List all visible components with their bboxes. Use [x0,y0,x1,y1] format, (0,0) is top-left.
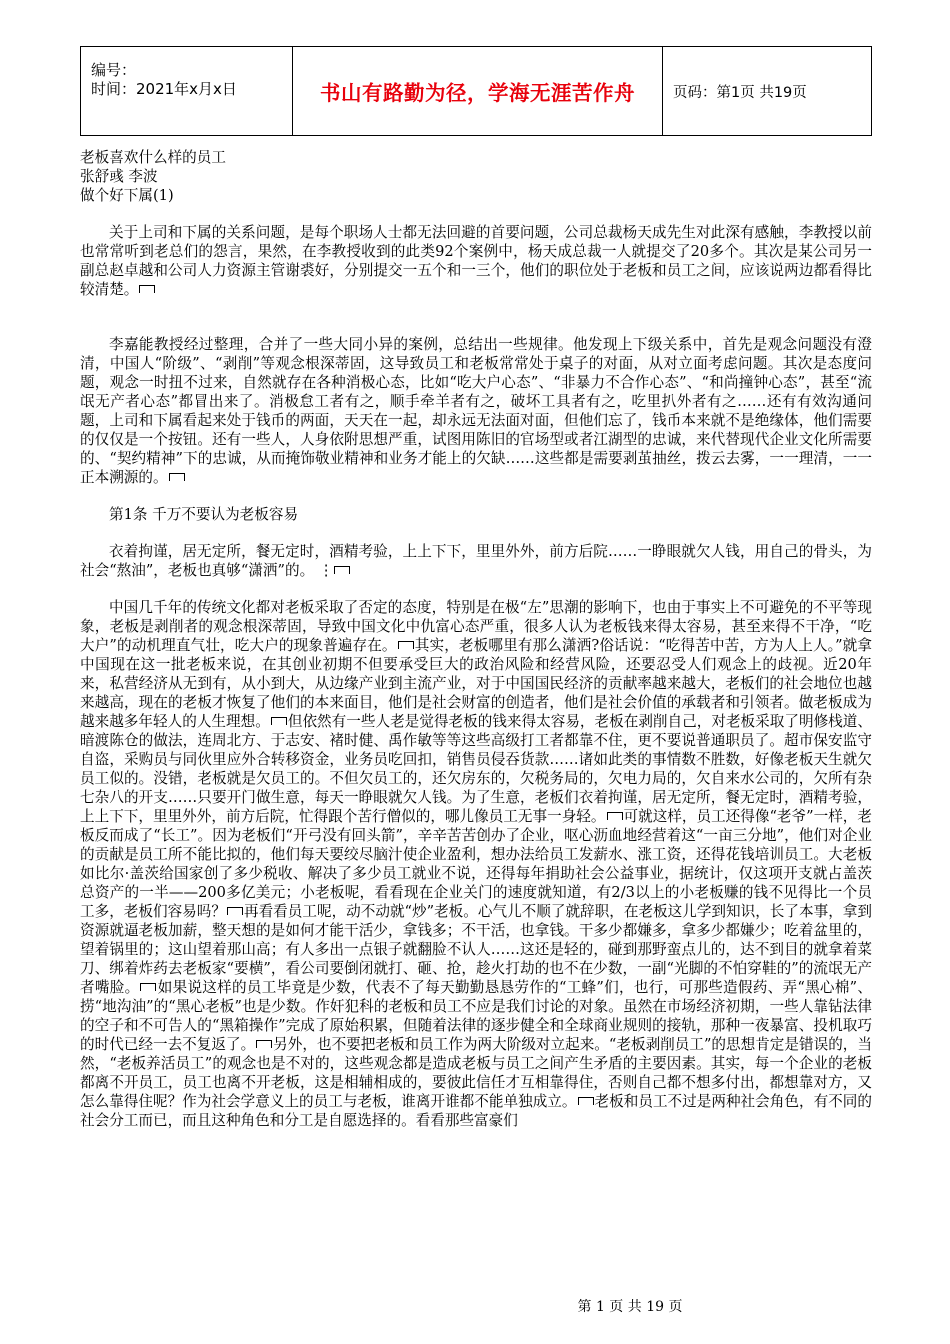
section-heading: 第1条 千万不要认为老板容易 [109,506,299,523]
paragraph-text: 衣着拘谨，居无定所，餐无定时，酒精考验，上上下下，里里外外，前方后院……一睁眼就欠人钱，用自己的骨头，为社会“熬油”，老板也真够“潇洒”的。 [80,543,872,579]
paragraph-text: 其实，老板哪里有那么潇洒?俗话说：“吃得苦中苦，方为人上人。”就拿中国现在这一批老板来说，在其创业初期不但要承受巨大的政治风险和经营风险，还要忍受人们观念上的歧视。近20年来，私营经济从无到有，从小到大，从边缘产业到主流产业，对于中国国民经济的贡献率越来越大，老板们的社会地位也越来越高，现在的老板才恢复了他们的本来面目，他们是社会财富的创造者，他们是社会价值的承载者和引领者。做老板成为越来越多年轻人的人生理想。 [80,637,872,730]
footer-page-number: 第 1 页 共 19 页 [577,1299,683,1315]
return-mark-icon [607,812,623,820]
document-body [80,148,872,1130]
paragraph-text: 再看看员工呢，动不动就“炒”老板。心气儿不顺了就辞职，在老板这儿学到知识，长了本事，拿到资源就逼老板加薪，整天想的是如何才能干活少，拿钱多；不干活，也拿钱。干多少都嫌多，拿多少都嫌少；吃着盆里的，望着锅里的；这山望着那山高；有人多出一点银子就翻脸不认人……这还是轻的，碰到那野蛮点儿的，达不到目的就拿着菜刀、绑着炸药去老板家“要横”，看公司要倒闭就打、砸、抢，趁火打劫的也不在少数，一副“光脚的不怕穿鞋的”的流氓无产者嘴脸。 [80,903,872,996]
paragraph-text: 李嘉能教授经过整理，合并了一些大同小异的案例，总结出一些规律。他发现上下级关系中，首先是观念问题没有澄清，中国人“阶级”、“剥削”等观念根深蒂固，这导致员工和老板常常处于桌子的对面，从对立面考虑问题。其次是态度问题，观念一时扭不过来，自然就存在各种消极心态，比如“吃大户心态”、“非暴力不合作心态”、“和尚撞钟心态”，甚至“流氓无产者心态”都冒出来了。消极怠工者有之，顺手牵羊者有之，破坏工具者有之，吃里扒外者有之……还有有效沟通问题，上司和下属看起来处于钱币的两面，天天在一起，却永远无法面对面，但他们忘了，钱币本来就不是绝缘体，他们需要的仅仅是一个按钮。还有一些人，人身依附思想严重，试图用陈旧的官场型或者江湖型的忠诚，来代替现代企业文化所需要的、“契约精神”下的忠诚，从而掩饰敬业精神和业务才能上的欠缺……这些都是需要剥茧抽丝，拨云去雾，一一理清，一一正本溯源的。 [80,336,872,486]
return-mark-icon [398,641,414,649]
page-footer [0,1296,950,1316]
header-meta [81,47,293,135]
paragraph [80,542,872,580]
header-motto: 书山有路勤为径，学海无涯苦作舟 [293,47,663,135]
doc-title: 老板喜欢什么样的员工 [80,149,226,166]
paragraph [80,335,872,487]
return-mark-icon [578,1097,594,1105]
paragraph-text: 如果说这样的员工毕竟是少数，代表不了每天勤勤恳恳劳作的“工蜂”们，也行，可那些造假药、弄“黑心棉”、捞“地沟油”的“黑心老板”也是少数。作奸犯科的老板和员工不应是我们讨论的对象。虽然在市场经济初期，一些人靠钻法律的空子和不可告人的“黑箱操作”完成了原始积累，但随着法律的逐步健全和全球商业规则的接轨，那种一夜暴富、投机取巧的时代已经一去不复返了。 [80,979,872,1053]
doc-authors: 张舒彧 李波 [80,168,158,185]
doc-chapter: 做个好下属(1) [80,187,174,204]
return-mark-icon [169,473,185,481]
return-mark-icon [140,983,156,991]
paragraph [80,223,872,299]
return-mark-icon [256,1040,272,1048]
return-mark-icon [227,907,243,915]
return-mark-icon [271,717,287,725]
paragraph-text: 关于上司和下属的关系问题，是每个职场人士都无法回避的首要问题，公司总裁杨天成先生对此深有感触，李教授以前也常常听到老总们的怨言，果然，在李教授收到的此类92个案例中，杨天成总裁一人就提交了20多个。其次是某公司另一副总赵卓越和公司人力资源主管谢裘好，分别提交一五个和一三个，他们的职位处于老板和员工之间，应该说两边都看得比较清楚。 [80,224,872,298]
paragraph-text: 但依然有一些人老是觉得老板的钱来得太容易，老板在剥削自己，对老板采取了明修栈道、暗渡陈仓的做法，连周北方、于志安、褚时健、禹作敏等等这些高级打工者都靠不住，更不要说普通职员了。超市保安监守自盗，采购员与同伙里应外合转移资金，业务员吃回扣，销售员侵吞货款……诸如此类的事情数不胜数，好像老板天生就欠员工似的。没错，老板就是欠员工的。不但欠员工的，还欠房东的，欠税务局的，欠电力局的，欠自来水公司的，欠所有杂七杂八的开支……只要开门做生意，每天一睁眼就欠人钱。为了生意，老板们衣着拘谨，居无定所，餐无定时，酒精考验，上上下下，里里外外，前方后院，忙得跟个苦行僧似的，哪儿像员工无事一身轻。 [80,713,872,825]
paragraph-text: 可就这样，员工还得像“老爷”一样，老板反而成了“长工”。因为老板们“开弓没有回头箭”，辛辛苦苦创办了企业，呕心沥血地经营着这“一亩三分地”，他们对企业的贡献是员工所不能比拟的，他们每天要绞尽脑汁使企业盈利，想办法给员工发薪水、涨工资，还得花钱培训员工。大老板如比尔·盖茨给国家创了多少税收、解决了多少员工就业不说，还得每年捐助社会公益事业，据统计，仅这项开支就占盖茨总资产的一半——200多亿美元；小老板呢，看看现在企业关门的速度就知道，有2/3以上的小老板赚的钱不见得比一个员工多，老板们容易吗？ [80,808,872,920]
paragraph [80,598,872,1130]
paragraph-tail: ⋮ [318,562,334,579]
header-table [80,46,872,136]
return-mark-icon [139,285,155,293]
header-page-info: 页码：第1页 共19页 [673,84,807,101]
paragraph-text: 另外，也不要把老板和员工作为两大阶级对立起来。“老板剥削员工”的思想肯定是错误的，当然，“老板养活员工”的观念也是不对的，这些观念都是造成老板与员工之间产生矛盾的主要因素。其实，每一个企业的老板都离不开员工，员工也离不开老板，这是相辅相成的，要彼此信任才互相靠得住，否则自己都不想多付出，都想靠对方，又怎么靠得住呢？作为社会学意义上的员工与老板，谁离开谁都不能单独成立。 [80,1036,872,1110]
paragraph-text: 中国几千年的传统文化都对老板采取了否定的态度，特别是在极“左”思潮的影响下，也由于事实上不可避免的不平等现象，老板是剥削者的观念根深蒂固，导致中国文化中仇富心态严重，很多人认为老板钱来得太容易，甚至来得不干净，“吃大户”的动机理直气壮，吃大户的现象普遍存在。 [80,599,872,654]
paragraph-text: 老板和员工不过是两种社会角色，有不同的社会分工而已，而且这种角色和分工是自愿选择的。看看那些富豪们 [80,1093,872,1129]
return-mark-icon [334,566,350,574]
number-label: 编号： [91,61,137,79]
title-block [80,148,872,205]
time-label: 时间：2021年x月x日 [91,80,237,98]
